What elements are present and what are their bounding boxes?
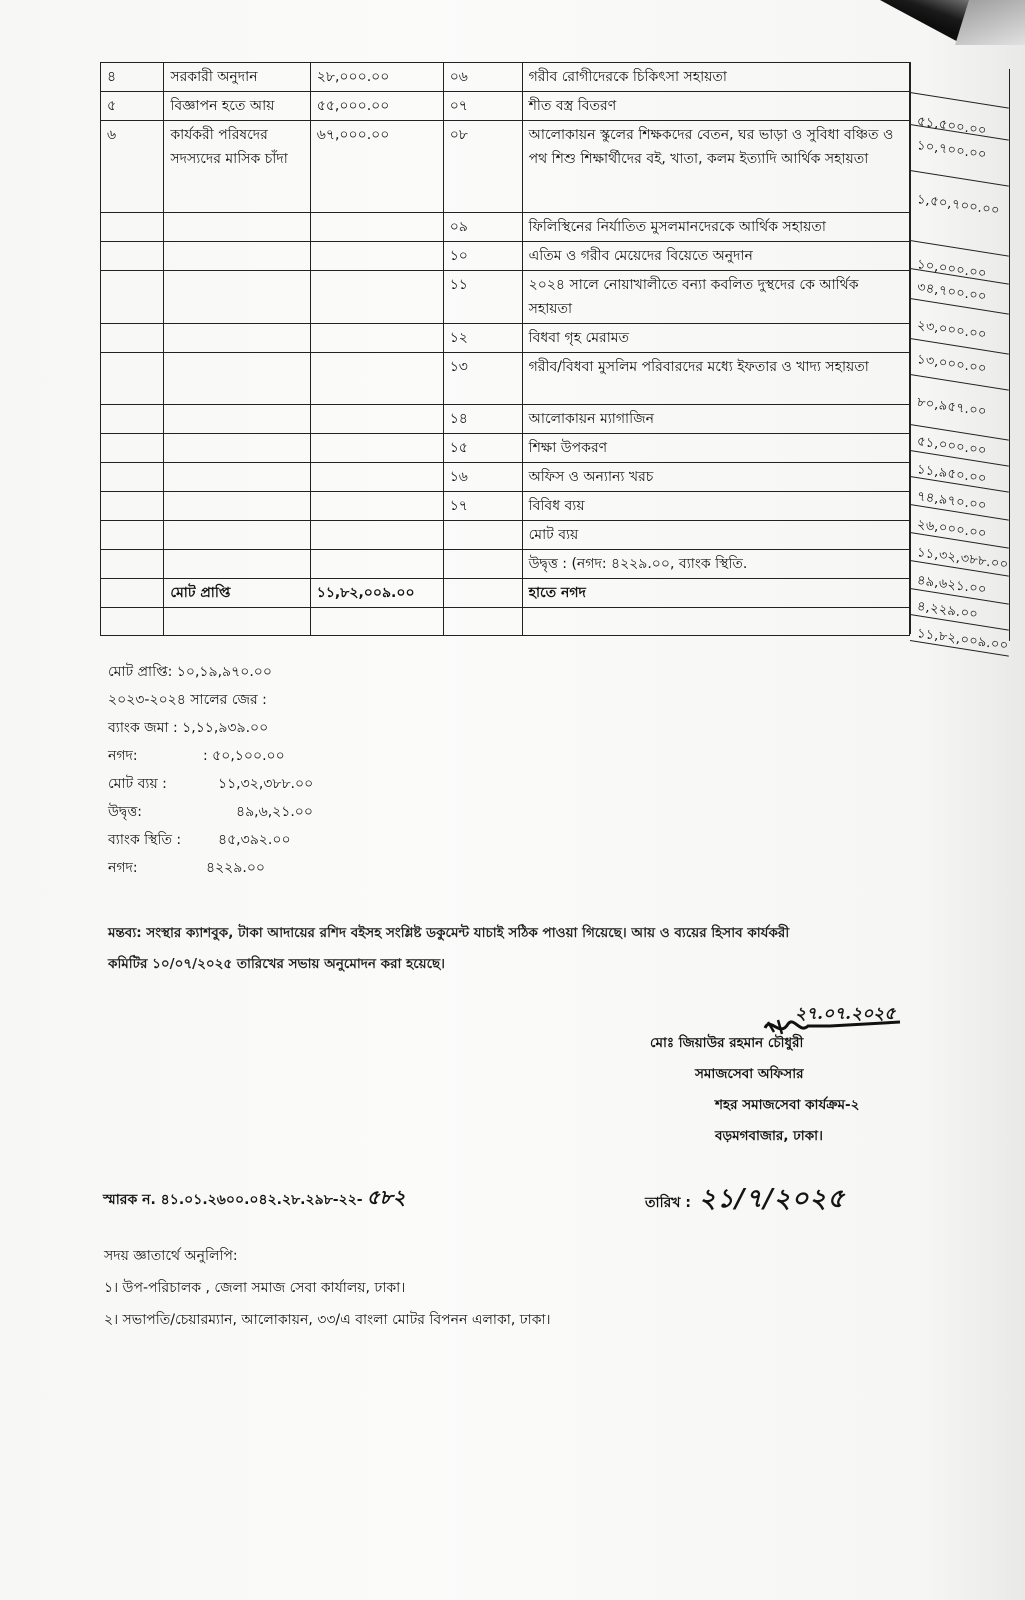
income-item (164, 521, 310, 550)
income-item (164, 271, 310, 324)
income-item (164, 324, 310, 353)
summary-row: নগদ: ৪২২৯.০০ (108, 860, 266, 876)
expense-item: আলোকায়ন ম্যাগাজিন (522, 405, 909, 434)
expense-amount: ১৩,০০০.০০ (916, 352, 988, 377)
row-serial (101, 492, 164, 521)
expense-serial: ০৬ (443, 63, 522, 92)
table-row (101, 434, 910, 463)
table-row (101, 271, 910, 324)
expense-serial: ১৩ (443, 353, 522, 405)
table-row (101, 405, 910, 434)
expense-serial: ১৭ (443, 492, 522, 521)
row-serial: ৬ (101, 121, 164, 213)
remark-paragraph (108, 918, 978, 980)
row-serial (101, 434, 164, 463)
summary-row: ব্যাংক জমা : ১,১১,৯৩৯.০০ (108, 720, 269, 736)
row-serial: ৫ (101, 92, 164, 121)
remark-line: মন্তব্য: সংস্থার ক্যাশবুক, টাকা আদায়ের রশিদ বইসহ সংশ্লিষ্ট ডকুমেন্ট যাচাই সঠিক পাওয়া গিয়েছে। আয় ও ব্যয়ের হিসাব কার্যকরী (108, 925, 790, 941)
summary-row: নগদ: : ৫০,১০০.০০ (108, 748, 285, 764)
expense-amount: ৩৪,৭০০.০০ (916, 280, 988, 305)
summary-row: মোট প্রাপ্তি: ১০,১৯,৯৭০.০০ (108, 664, 272, 680)
table-row (101, 353, 910, 405)
summary-block (108, 658, 313, 882)
date-handwritten-value: ২১/৭/২০২৫ (698, 1184, 846, 1214)
row-serial (101, 550, 164, 579)
expense-item: অফিস ও অন্যান্য খরচ (522, 463, 909, 492)
expense-item: গরীব রোগীদেরকে চিকিৎসা সহায়তা (522, 63, 909, 92)
income-item (164, 550, 310, 579)
expense-amount: ৫১,০০০.০০ (916, 434, 988, 459)
income-expense-table (100, 62, 910, 636)
date-label: তারিখ : (645, 1195, 691, 1211)
table-row (101, 63, 910, 92)
income-item (164, 353, 310, 405)
expense-amount: ৪,২২৯.০০ (916, 599, 979, 623)
table-row (101, 492, 910, 521)
expense-serial: ০৮ (443, 121, 522, 213)
table-row (101, 579, 910, 608)
expense-item: শীত বস্ত্র বিতরণ (522, 92, 909, 121)
expense-amount: ১১,৮২,০০৯.০০ (916, 626, 1010, 654)
row-serial (101, 405, 164, 434)
expense-item: মোট ব্যয় (522, 521, 909, 550)
signatory-block (600, 1000, 1020, 1152)
expense-item: বিধবা গৃহ মেরামত (522, 324, 909, 353)
table-row (101, 608, 910, 636)
income-amount (310, 492, 443, 521)
expense-serial: ১৬ (443, 463, 522, 492)
memo-number (103, 1183, 406, 1216)
summary-row: ব্যাংক স্থিতি : ৪৫,৩৯২.০০ (108, 832, 291, 848)
income-amount: ৬৭,০০০.০০ (310, 121, 443, 213)
expense-item: বিবিধ ব্যয় (522, 492, 909, 521)
expense-item (522, 608, 909, 636)
income-amount (310, 353, 443, 405)
summary-row: ২০২৩-২০২৪ সালের জের : (108, 692, 267, 708)
expense-item: ফিলিস্থিনের নির্যাতিত মুসলমানদেরকে আর্থিক সহায়তা (522, 213, 909, 242)
signatory-office: শহর সমাজসেবা কার্যক্রম-২ (715, 1097, 860, 1113)
expense-amount: ৪৯,৬২১.০০ (916, 573, 988, 598)
income-amount: ৫৫,০০০.০০ (310, 92, 443, 121)
table-row (101, 324, 910, 353)
row-serial (101, 521, 164, 550)
income-amount (310, 213, 443, 242)
income-amount (310, 608, 443, 636)
expense-serial: ১০ (443, 242, 522, 271)
income-amount (310, 324, 443, 353)
expense-amount: ১১,৯৫০.০০ (916, 462, 988, 487)
income-amount: ১১,৮২,০০৯.০০ (310, 579, 443, 608)
income-item (164, 463, 310, 492)
income-amount (310, 521, 443, 550)
income-item (164, 608, 310, 636)
income-item: সরকারী অনুদান (164, 63, 310, 92)
copy-to-item: ১। উপ-পরিচালক , জেলা সমাজ সেবা কার্যালয়, ঢাকা। (104, 1280, 406, 1296)
expense-amount: ১,৫০,৭০০.০০ (916, 192, 1001, 219)
signatory-designation: সমাজসেবা অফিসার (695, 1066, 804, 1082)
table-row (101, 550, 910, 579)
signatory-name: মোঃ জিয়াউর রহমান চৌধুরী (650, 1035, 804, 1051)
expense-amount: ৭৪,৯৭০.০০ (916, 489, 988, 514)
table-row (101, 213, 910, 242)
income-item (164, 405, 310, 434)
expense-serial (443, 608, 522, 636)
income-amount (310, 434, 443, 463)
expense-item: উদ্বৃত্ত : (নগদ: ৪২২৯.০০, ব্যাংক স্থিতি. (522, 550, 909, 579)
income-amount (310, 271, 443, 324)
table-row (101, 121, 910, 213)
remark-line: কমিটির ১০/০৭/২০২৫ তারিখের সভায় অনুমোদন করা হয়েছে। (108, 956, 446, 972)
summary-row: মোট ব্যয় : ১১,৩২,৩৮৮.০০ (108, 776, 314, 792)
expense-item: শিক্ষা উপকরণ (522, 434, 909, 463)
expense-serial (443, 550, 522, 579)
income-amount (310, 463, 443, 492)
income-amount (310, 405, 443, 434)
expense-amount: ৮০,৯৫৭.০০ (916, 395, 988, 420)
expense-item: গরীব/বিধবা মুসলিম পরিবারদের মধ্যে ইফতার ও খাদ্য সহায়তা (522, 353, 909, 405)
income-amount (310, 242, 443, 271)
expense-amount: ১০,৭০০.০০ (916, 138, 988, 163)
row-serial (101, 213, 164, 242)
row-serial (101, 242, 164, 271)
expense-amount: ৫১,৫০০.০০ (916, 114, 988, 139)
row-serial (101, 579, 164, 608)
table-row (101, 521, 910, 550)
income-item (164, 242, 310, 271)
row-serial (101, 463, 164, 492)
income-item (164, 492, 310, 521)
expense-item: আলোকায়ন স্কুলের শিক্ষকদের বেতন, ঘর ভাড়া ও সুবিধা বঞ্চিত ও পথ শিশু শিক্ষার্থীদের বই, খাতা, কলম ইত্যাদি আর্থিক সহায়তা (522, 121, 909, 213)
date-field (645, 1178, 845, 1222)
row-serial: ৪ (101, 63, 164, 92)
expense-serial: ০৭ (443, 92, 522, 121)
table-row (101, 92, 910, 121)
memo-handwritten-number: ৫৮২ (366, 1185, 406, 1209)
income-item (164, 213, 310, 242)
summary-row: উদ্বৃত্ত: ৪৯,৬,২১.০০ (108, 804, 314, 820)
expense-serial: ০৯ (443, 213, 522, 242)
expense-serial: ১৫ (443, 434, 522, 463)
expense-serial (443, 579, 522, 608)
copy-to-block (104, 1240, 551, 1336)
row-serial (101, 353, 164, 405)
row-serial (101, 324, 164, 353)
expense-item: এতিম ও গরীব মেয়েদের বিয়েতে অনুদান (522, 242, 909, 271)
expense-amount: ১০,০০০.০০ (916, 257, 988, 282)
expense-serial: ১৪ (443, 405, 522, 434)
table-row (101, 463, 910, 492)
expense-serial (443, 521, 522, 550)
income-item: বিজ্ঞাপন হতে আয় (164, 92, 310, 121)
expense-serial: ১১ (443, 271, 522, 324)
expense-amount: ২৬,০০০.০০ (916, 517, 988, 542)
expense-item: হাতে নগদ (522, 579, 909, 608)
expense-amount: ২৩,০০০.০০ (916, 318, 988, 343)
expense-item: ২০২৪ সালে নোয়াখালীতে বন্যা কবলিত দুস্থদের কে আর্থিক সহায়তা (522, 271, 909, 324)
expense-serial: ১২ (443, 324, 522, 353)
income-item: কার্যকরী পরিষদের সদস্যদের মাসিক চাঁদা (164, 121, 310, 213)
income-amount: ২৮,০০০.০০ (310, 63, 443, 92)
income-item: মোট প্রাপ্তি (164, 579, 310, 608)
row-serial (101, 271, 164, 324)
memo-label: স্মারক ন. ৪১.০১.২৬০০.০৪২.২৮.২৯৮-২২- (103, 1192, 363, 1208)
signature-date-text: ২৭.০৭.২০২৫ (795, 1004, 896, 1024)
copy-to-heading: সদয় জ্ঞাতার্থে অনুলিপি: (104, 1248, 238, 1264)
income-item (164, 434, 310, 463)
row-serial (101, 608, 164, 636)
income-amount (310, 550, 443, 579)
expense-amount: ১১,৩২,৩৮৮.০০ (916, 545, 1010, 573)
signatory-location: বড়মগবাজার, ঢাকা। (715, 1128, 823, 1144)
copy-to-item: ২। সভাপতি/চেয়ারম্যান, আলোকায়ন, ৩৩/এ বাংলা মোটর বিপনন এলাকা, ঢাকা। (104, 1312, 551, 1328)
table-row (101, 242, 910, 271)
